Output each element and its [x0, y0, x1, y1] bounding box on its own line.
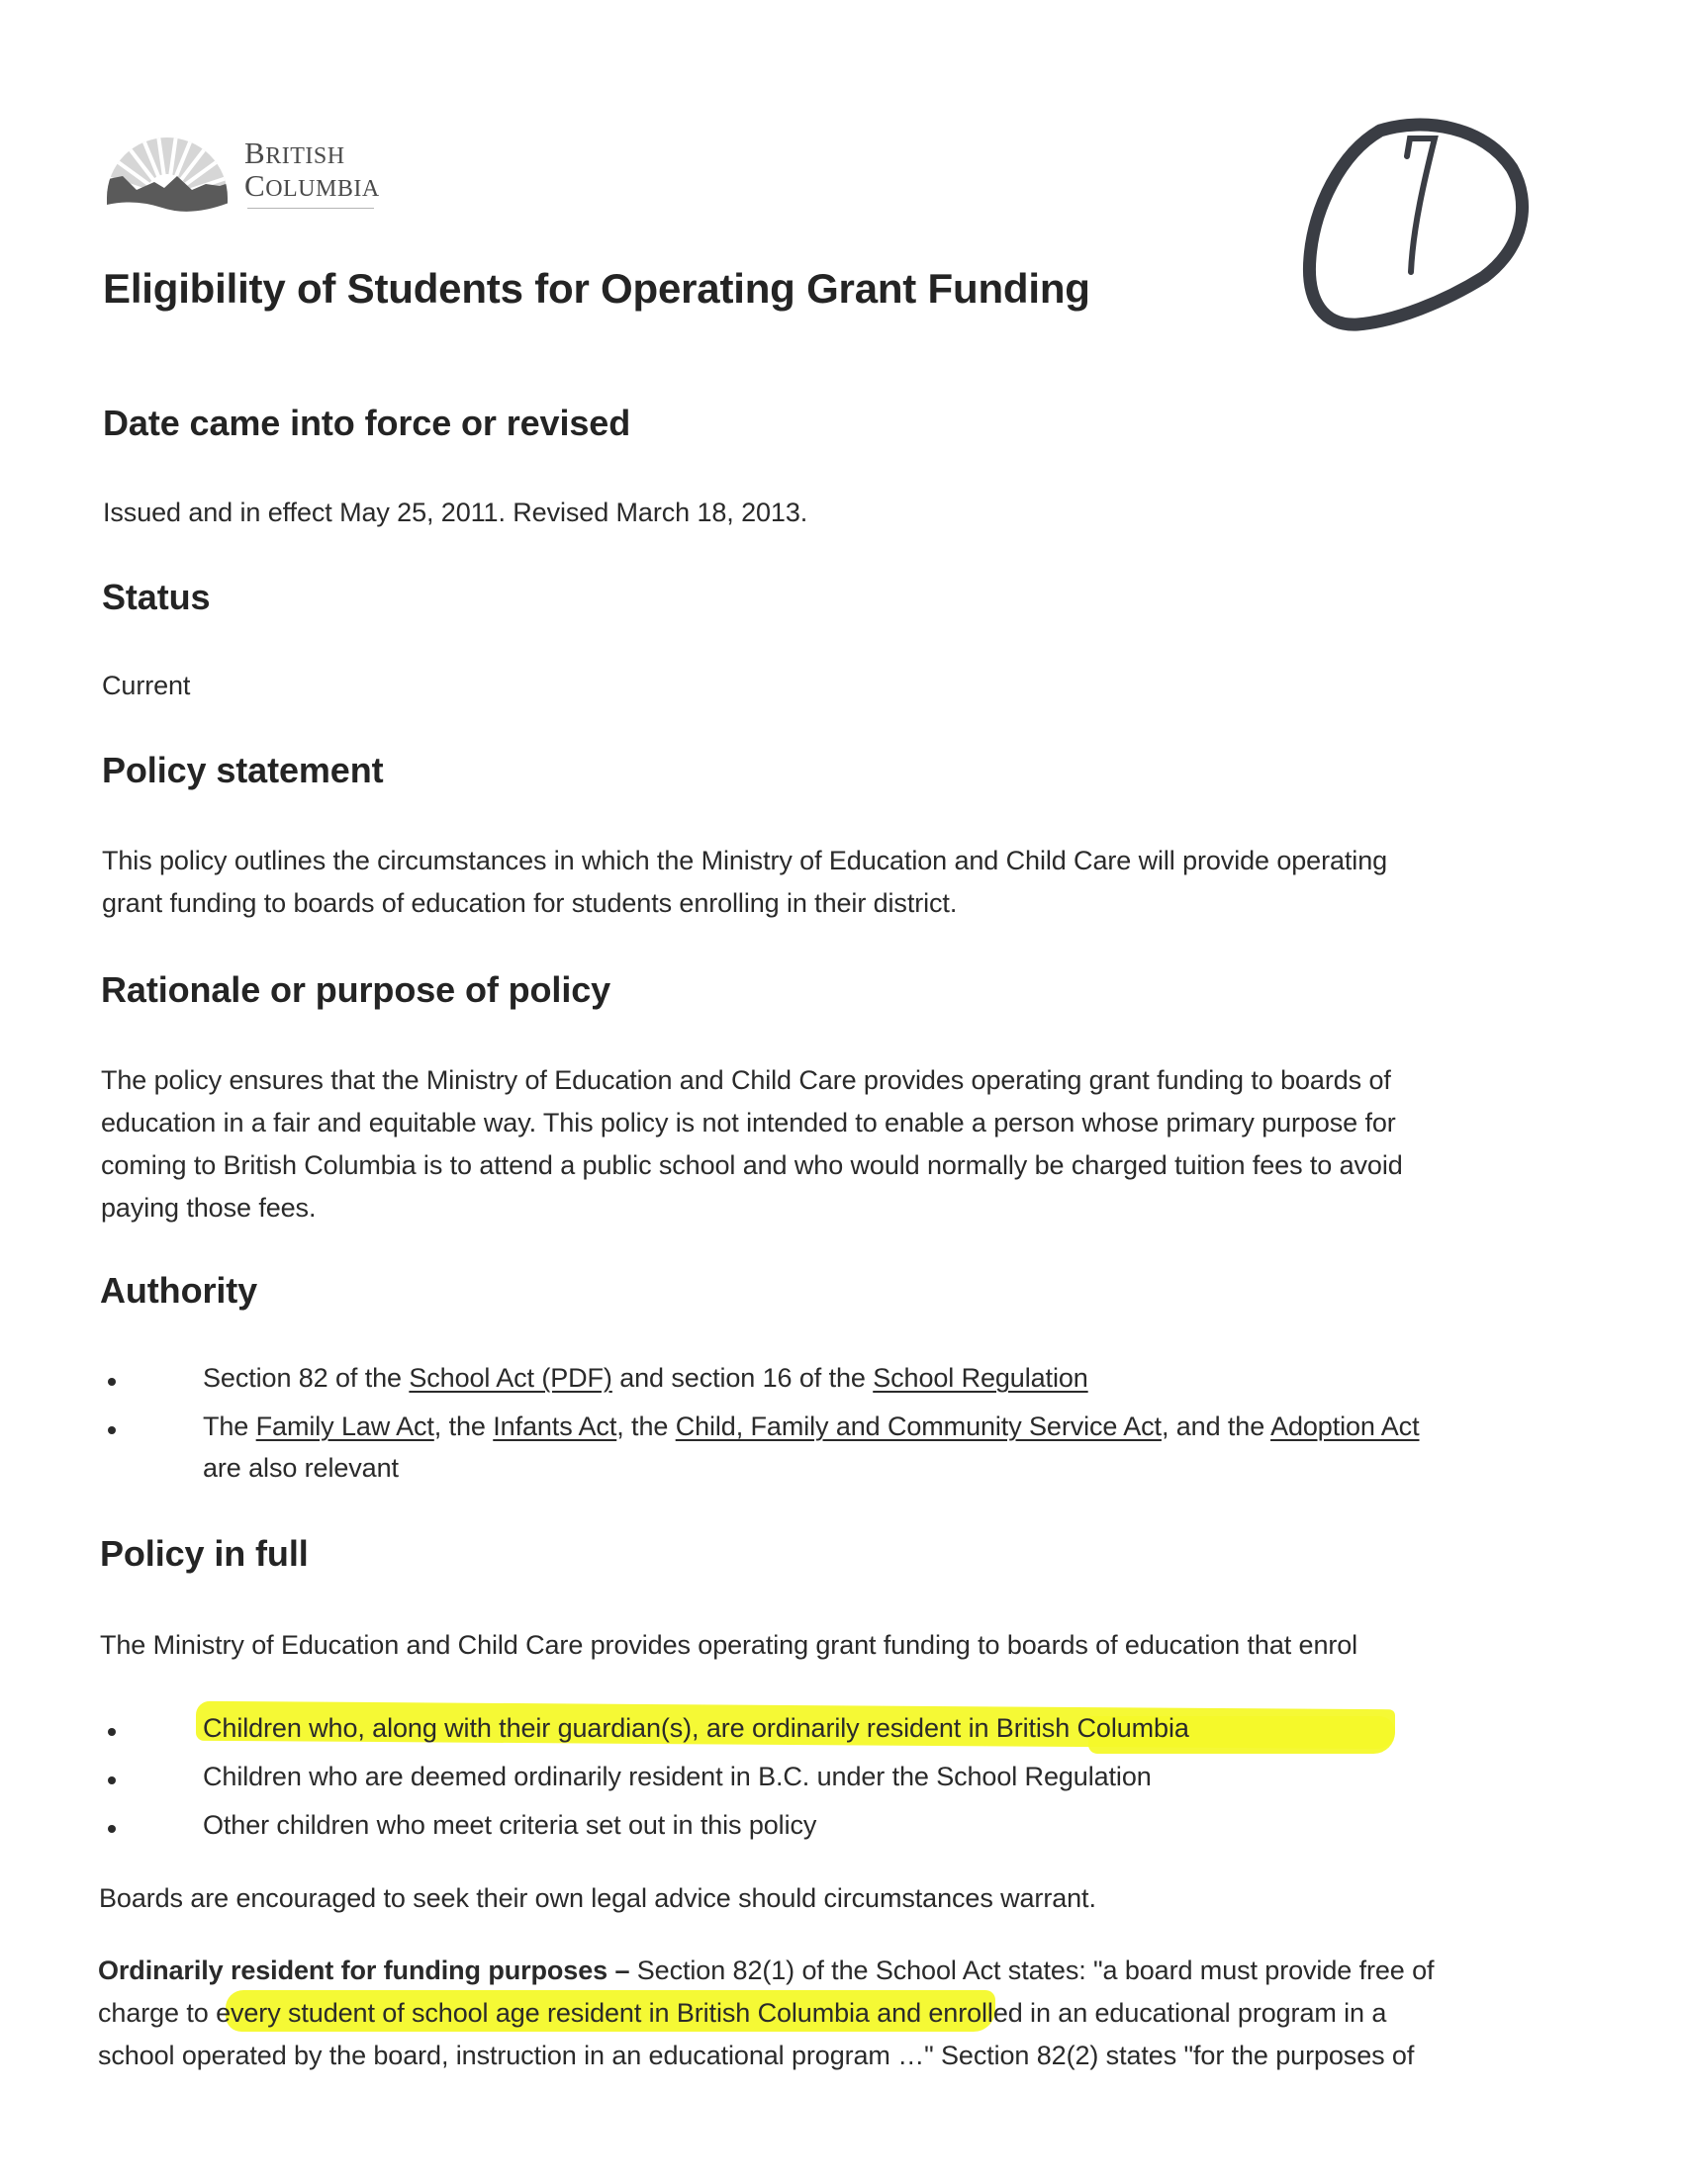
authority-item-1 [203, 1363, 1088, 1394]
authority-item-2 [203, 1411, 1419, 1442]
bullet-icon [108, 1776, 116, 1784]
ordinarily-resident-text: charge to [98, 1998, 217, 2028]
legal-advice-note: Boards are encouraged to seek their own legal advice should circumstances warrant. [99, 1883, 1096, 1913]
rationale-line-1: The policy ensures that the Ministry of Education and Child Care provides operating grant funding to boards of [101, 1065, 1391, 1095]
bullet-icon [108, 1825, 116, 1833]
policy-statement-line-1: This policy outlines the circumstances in which the Ministry of Education and Child Care will provide operating [102, 846, 1388, 875]
highlighted-text: every student of school age resident in British Columbia and [216, 1998, 921, 2028]
bullet-icon [108, 1728, 116, 1736]
link-adoption-act[interactable]: Adoption Act [1270, 1411, 1420, 1441]
link-child-family-community-service-act[interactable]: Child, Family and Community Service Act [675, 1411, 1162, 1441]
ordinarily-resident-line-1 [98, 1956, 1434, 1986]
sun-mountain-emblem-icon [103, 129, 232, 218]
status-value: Current [102, 671, 191, 700]
page-title: Eligibility of Students for Operating Grant Funding [103, 265, 1090, 312]
policy-item-2: Children who are deemed ordinarily resident in B.C. under the School Regulation [203, 1762, 1152, 1791]
section-heading-policy-in-full: Policy in full [100, 1533, 309, 1574]
section-heading-status: Status [102, 577, 211, 617]
policy-item-1: Children who, along with their guardian(s), are ordinarily resident in British Columbia [203, 1713, 1189, 1743]
ordinarily-resident-line-2 [98, 1998, 1386, 2029]
rationale-line-2: education in a fair and equitable way. This policy is not intended to enable a person whose primary purpose for [101, 1108, 1396, 1138]
link-school-regulation[interactable]: School Regulation [873, 1363, 1088, 1393]
authority-text: , the [616, 1411, 676, 1441]
authority-text: , and the [1161, 1411, 1271, 1441]
handwritten-circled-number-icon [1286, 109, 1543, 356]
logo-text-olumbia: OLUMBIA [265, 176, 380, 202]
authority-text: The [203, 1411, 256, 1441]
logo-text-b: B [244, 136, 266, 170]
rationale-line-3: coming to British Columbia is to attend a public school and who would normally be charged tuition fees to avoid [101, 1150, 1403, 1180]
authority-text: , the [433, 1411, 494, 1441]
rationale-line-4: paying those fees. [101, 1193, 317, 1223]
ordinarily-resident-line-3: school operated by the board, instruction in an educational program …" Section 82(2) states "for the purposes of [98, 2041, 1415, 2070]
british-columbia-logo [103, 125, 429, 220]
ordinarily-resident-text: enrolled in an educational program in a [920, 1998, 1387, 2028]
section-heading-date: Date came into force or revised [103, 403, 631, 443]
bullet-icon [108, 1426, 116, 1434]
bullet-icon [108, 1378, 116, 1386]
logo-text-c: C [244, 168, 266, 203]
logo-underline [247, 208, 374, 209]
link-family-law-act[interactable]: Family Law Act [255, 1411, 434, 1441]
section-heading-rationale: Rationale or purpose of policy [101, 969, 611, 1010]
ordinarily-resident-text: Section 82(1) of the School Act states: "a board must provide free of [629, 1956, 1435, 1985]
policy-statement-line-2: grant funding to boards of education for students enrolling in their district. [102, 888, 958, 918]
authority-item-2-continuation: are also relevant [203, 1453, 399, 1483]
policy-in-full-intro: The Ministry of Education and Child Care provides operating grant funding to boards of education that enrol [100, 1630, 1358, 1660]
date-text: Issued and in effect May 25, 2011. Revised March 18, 2013. [103, 498, 808, 527]
link-infants-act[interactable]: Infants Act [493, 1411, 617, 1441]
logo-text-ritish: RITISH [265, 143, 345, 169]
authority-text: Section 82 of the [203, 1363, 410, 1393]
section-heading-authority: Authority [100, 1270, 258, 1311]
logo-wordmark [244, 138, 380, 204]
authority-text: and section 16 of the [611, 1363, 874, 1393]
policy-item-3: Other children who meet criteria set out in this policy [203, 1810, 817, 1840]
section-heading-policy-statement: Policy statement [102, 750, 384, 790]
ordinarily-resident-heading: Ordinarily resident for funding purposes – [98, 1956, 630, 1985]
link-school-act-pdf[interactable]: School Act (PDF) [409, 1363, 612, 1393]
